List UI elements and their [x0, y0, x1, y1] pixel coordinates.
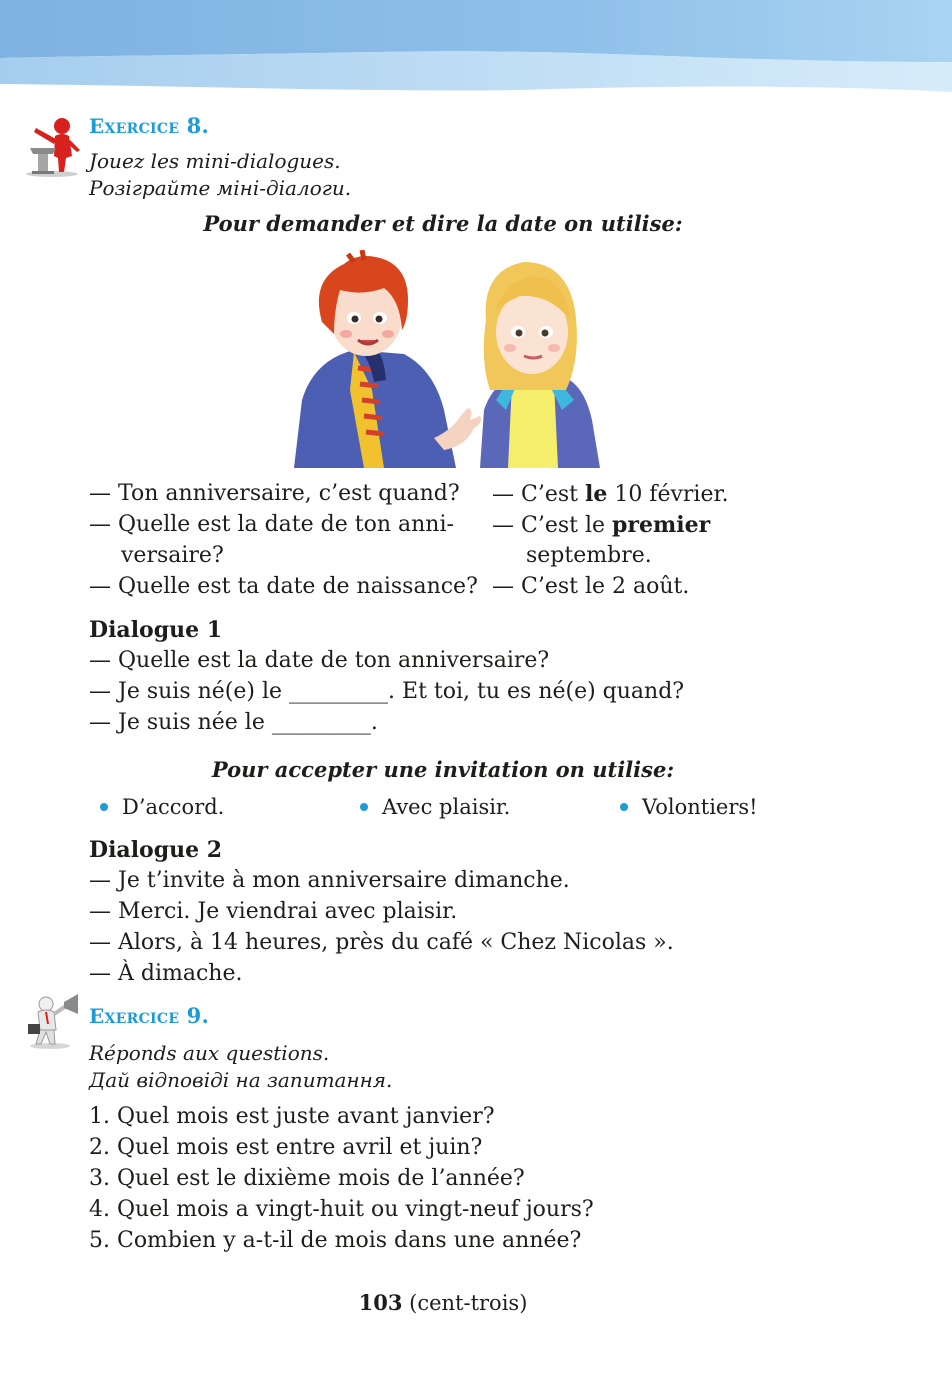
dialogue-2-line-2: — Merci. Je viendrai avec plaisir.	[89, 899, 458, 924]
invitation-header: Pour accepter une invitation on utilise:	[211, 757, 675, 782]
question-2: 2. Quel mois est entre avril et juin?	[89, 1135, 483, 1160]
two-girls-illustration	[284, 250, 600, 468]
dialogue-2-line-4: — À dimache.	[89, 961, 243, 986]
exercise-9-title-word: Exercice	[89, 1004, 180, 1028]
question-1: 1. Quel mois est juste avant janvier?	[89, 1104, 495, 1129]
exercise-8-instruction-uk: Розіграйте міні-діалоги.	[89, 176, 352, 200]
exercise-8-title-word: Exercice	[89, 114, 180, 138]
exercise-9-instruction-fr: Réponds aux questions.	[89, 1041, 330, 1065]
invitation-bullet-2	[360, 795, 510, 819]
dialogue-2-title: Dialogue 2	[89, 837, 223, 863]
qa-left-2: — Quelle est la date de ton anni-	[89, 512, 454, 537]
exercise-8-title-number: 8.	[186, 113, 210, 138]
bullet-dot-icon	[100, 803, 108, 811]
invitation-bullet-3	[620, 795, 758, 819]
page-number-digits: 103	[358, 1290, 403, 1315]
qa-right-1-pre: — C’est	[492, 482, 585, 507]
dialogue-1-line-2: — Je suis né(e) le _________. Et toi, tu es né(e) quand?	[89, 679, 685, 704]
exercise-9-title-number: 9.	[186, 1003, 210, 1028]
page-number-word: (cent-trois)	[409, 1291, 528, 1315]
qa-right-3: — C’est le 2 août.	[492, 574, 690, 599]
page-number	[0, 1290, 886, 1315]
invitation-bullet-1	[100, 795, 224, 819]
speaker-podium-icon	[22, 114, 84, 178]
bullet-dot-icon	[360, 803, 368, 811]
qa-left-1: — Ton anniversaire, c’est quand?	[89, 481, 460, 506]
dialogue-1-line-1: — Quelle est la date de ton anniversaire?	[89, 648, 550, 673]
exercise-8-instruction-fr: Jouez les mini-dialogues.	[89, 149, 341, 173]
businessman-megaphone-icon	[24, 990, 82, 1050]
dialogue-1-title: Dialogue 1	[89, 617, 223, 643]
question-5: 5. Combien y a-t-il de mois dans une année?	[89, 1228, 582, 1253]
invitation-bullet-2-text: Avec plaisir.	[382, 795, 511, 819]
date-phrases-header: Pour demander et dire la date on utilise:	[203, 211, 683, 236]
question-4: 4. Quel mois a vingt-huit ou vingt-neuf jours?	[89, 1197, 594, 1222]
qa-right-2-pre: — C’est le	[492, 513, 613, 538]
qa-right-1	[492, 481, 729, 507]
dialogue-1-line-3: — Je suis née le _________.	[89, 710, 378, 735]
exercise-9-instruction-uk: Дай відповіді на запитання.	[89, 1068, 393, 1092]
qa-right-2-bold: premier	[612, 512, 711, 538]
dialogue-2-line-1: — Je t’invite à mon anniversaire dimanche.	[89, 868, 570, 893]
question-3: 3. Quel est le dixième mois de l’année?	[89, 1166, 525, 1191]
qa-right-2	[492, 512, 710, 538]
exercise-9-title	[89, 1003, 209, 1028]
bullet-dot-icon	[620, 803, 628, 811]
invitation-bullet-3-text: Volontiers!	[642, 795, 758, 819]
dialogue-2-line-3: — Alors, à 14 heures, près du café « Chez Nicolas ».	[89, 930, 674, 955]
qa-right-2-cont: septembre.	[526, 543, 652, 568]
qa-left-3: — Quelle est ta date de naissance?	[89, 574, 478, 599]
top-banner	[0, 0, 952, 92]
exercise-8-title	[89, 113, 209, 138]
qa-right-1-bold: le	[584, 481, 608, 507]
invitation-bullet-1-text: D’accord.	[122, 795, 225, 819]
qa-left-2-cont: versaire?	[121, 543, 224, 568]
qa-right-1-post: 10 février.	[607, 482, 729, 507]
